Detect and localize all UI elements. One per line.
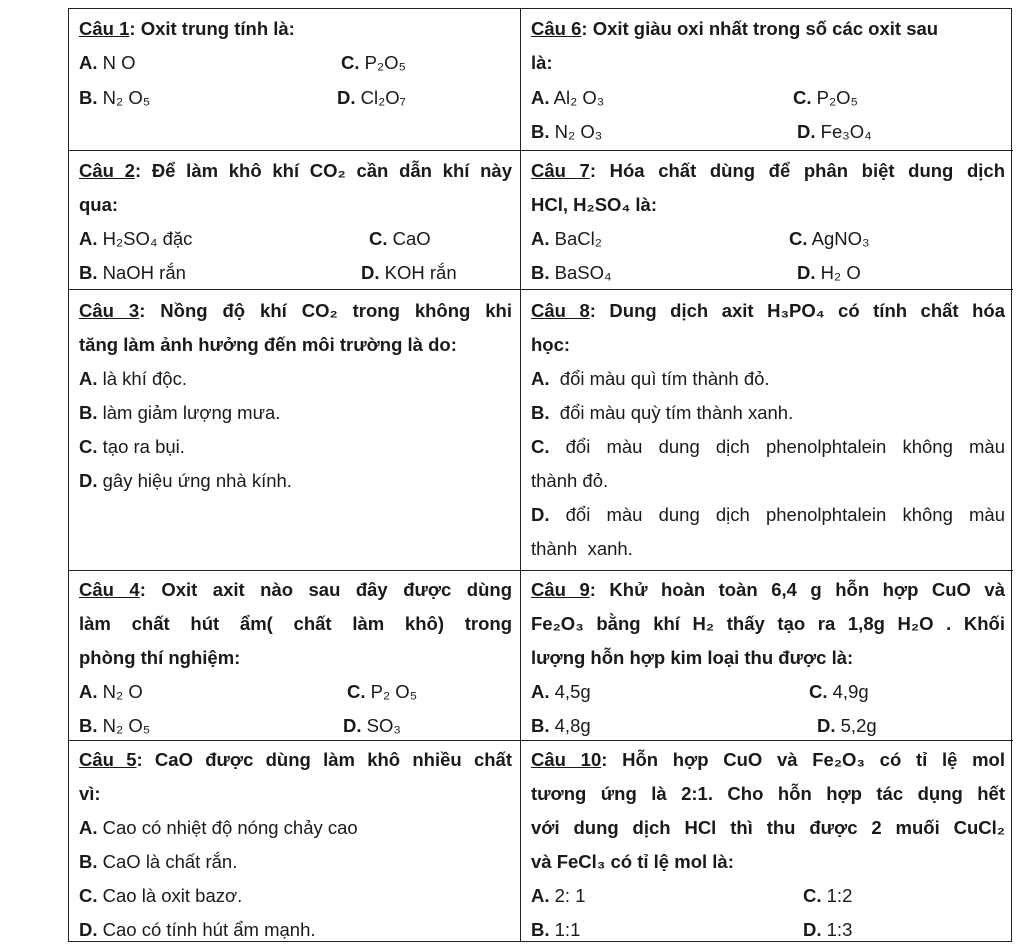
option-text: tạo ra bụi. [97,436,185,457]
option-text: AgNO₃ [807,228,870,249]
question-3-stem-line-1 [79,294,512,328]
question-3-option-d[interactable] [79,464,512,498]
option-key: B. [79,262,98,283]
option-text: BaSO₄ [549,262,612,283]
option-key: C. [341,52,360,73]
question-8-cell [521,290,1013,571]
question-3-label: Câu 3 [79,300,140,321]
question-4-text: : Oxit axit nào sau đây được dùng [139,579,512,600]
option-key: C. [369,228,388,249]
question-10-cell [521,741,1013,941]
question-9-cell [521,571,1013,741]
question-8-text: : Dung dịch axit H₃PO₄ có tính chất hóa [589,300,1005,321]
option-key: A. [79,368,98,389]
option-key: B. [531,715,550,736]
option-key: D. [343,715,362,736]
question-10-option-d[interactable] [803,913,852,947]
option-text: BaCl₂ [549,228,602,249]
option-text: Fe₃O₄ [815,121,872,142]
option-key: B. [531,121,550,142]
option-text: Cl₂O₇ [355,87,407,108]
option-text: đổi màu dung dịch phenolphtalein không màu [549,504,1005,525]
question-7-options-row-2 [531,256,1005,290]
option-key: A. [531,368,550,389]
question-10-options-row-1 [531,879,1005,913]
option-key: D. [817,715,836,736]
question-9-options-row-2 [531,709,1005,743]
question-2-options-row-2 [79,256,512,290]
option-text: P₂ O₅ [365,681,418,702]
option-text: SO₃ [361,715,401,736]
option-key: B. [531,919,550,940]
question-10-option-b[interactable] [531,913,580,947]
option-key: D. [797,262,816,283]
question-8-stem-line-1 [531,294,1005,328]
question-6-stem-line-1 [531,12,1005,46]
question-6-stem-line-2: là: [531,52,553,73]
question-1-option-a[interactable] [79,46,136,80]
question-7-label: Câu 7 [531,160,590,181]
question-7-option-d[interactable] [797,256,861,290]
option-text: đổi màu dung dịch phenolphtalein không màu [549,436,1005,457]
option-text: đổi màu quì tím thành đỏ. [549,368,770,389]
option-text: 5,2g [835,715,877,736]
option-text: 1:2 [821,885,853,906]
option-key: C. [793,87,812,108]
question-4-option-b[interactable] [79,709,150,743]
question-2-option-b[interactable] [79,256,186,290]
option-text: 2: 1 [549,885,586,906]
option-key: B. [79,402,98,423]
question-5-option-d[interactable] [79,913,512,947]
question-2-text: : Để làm khô khí CO₂ cần dẫn khí này [134,160,512,181]
option-key: D. [803,919,822,940]
question-10-stem-line-4: và FeCl₃ có tỉ lệ mol là: [531,851,734,872]
question-10-option-a[interactable] [531,879,586,913]
option-text: 1:1 [549,919,581,940]
option-text: CaO là chất rắn. [97,851,238,872]
question-1-options-row-1 [79,46,512,80]
option-text: 4,9g [827,681,869,702]
question-5-label: Câu 5 [79,749,137,770]
option-text: H₂SO₄ đặc [97,228,193,249]
question-7-option-b[interactable] [531,256,612,290]
option-text: Cao có tính hút ẩm mạnh. [97,919,316,940]
option-text: 4,8g [549,715,591,736]
option-key: A. [79,228,98,249]
option-text: gây hiệu ứng nhà kính. [97,470,292,491]
question-3-option-a[interactable] [79,362,512,396]
question-9-stem-line-3: lượng hỗn hợp kim loại thu được là: [531,647,854,668]
option-key: A. [531,228,550,249]
question-9-text: : Khử hoàn toàn 6,4 g hỗn hợp CuO và [589,579,1005,600]
option-text: N O [97,52,136,73]
option-text: N₂ O₅ [97,87,151,108]
question-4-options-row-2 [79,709,512,743]
option-key: C. [803,885,822,906]
question-7-option-a[interactable] [531,222,602,256]
option-key: A. [531,885,550,906]
option-key: D. [337,87,356,108]
question-7-text: : Hóa chất dùng để phân biệt dung dịch [589,160,1005,181]
option-text: KOH rắn [379,262,457,283]
question-4-stem-line-2: làm chất hút ẩm( chất làm khô) trong [79,613,512,634]
question-8-label: Câu 8 [531,300,590,321]
option-key: D. [361,262,380,283]
question-8-option-d-continued: thành xanh. [531,538,633,559]
option-key: B. [531,402,550,423]
question-10-options-row-2 [531,913,1005,947]
question-6-option-b[interactable] [531,115,602,149]
option-key: A. [79,817,98,838]
question-9-option-b[interactable] [531,709,591,743]
option-key: C. [79,885,98,906]
question-6-option-a[interactable] [531,81,604,115]
option-text: đổi màu quỳ tím thành xanh. [549,402,794,423]
option-key: C. [347,681,366,702]
question-5-option-b[interactable] [79,845,512,879]
question-7-stem-line-1 [531,154,1005,188]
question-10-stem-line-3: với dung dịch HCl thì thu được 2 muối CuCl₂ [531,817,1005,838]
question-9-option-d[interactable] [817,709,877,743]
option-key: D. [531,504,550,525]
option-text: P₂O₅ [359,52,407,73]
question-2-options-row-1 [79,222,512,256]
option-text: NaOH rắn [97,262,186,283]
question-5-stem-line-1 [79,743,512,777]
option-text: là khí độc. [97,368,187,389]
option-key: A. [531,87,550,108]
question-4-option-a[interactable] [79,675,143,709]
question-5-option-a[interactable] [79,811,512,845]
question-4-stem-line-3: phòng thí nghiệm: [79,647,241,668]
question-7-options-row-1 [531,222,1005,256]
option-key: D. [79,919,98,940]
question-10-option-c[interactable] [803,879,852,913]
question-4-cell [69,571,521,741]
option-key: C. [79,436,98,457]
question-4-label: Câu 4 [79,579,140,600]
option-text: N₂ O₃ [549,121,603,142]
option-text: H₂ O [815,262,861,283]
question-4-option-c[interactable] [347,675,417,709]
question-6-label: Câu 6 [531,18,582,39]
question-7-stem-line-2: HCl, H₂SO₄ là: [531,194,657,215]
question-7-cell [521,151,1013,290]
option-key: B. [79,87,98,108]
option-key: D. [79,470,98,491]
question-9-options-row-1 [531,675,1005,709]
option-text: P₂O₅ [811,87,859,108]
question-8-option-d[interactable] [531,498,1005,532]
option-key: C. [809,681,828,702]
question-1-text: : Oxit trung tính là: [129,18,295,39]
option-key: A. [79,52,98,73]
quiz-table [68,8,1012,942]
question-9-label: Câu 9 [531,579,590,600]
question-1-option-c[interactable] [341,46,406,80]
question-4-stem-line-1 [79,573,512,607]
question-10-stem-line-2: tương ứng là 2:1. Cho hỗn hợp tác dụng hết [531,783,1005,804]
option-text: Cao là oxit bazơ. [97,885,243,906]
option-key: C. [531,436,550,457]
question-10-label: Câu 10 [531,749,602,770]
question-2-stem-line-2: qua: [79,194,119,215]
question-7-option-c[interactable] [789,222,870,256]
question-3-stem-line-2: tăng làm ảnh hưởng đến môi trường là do: [79,334,457,355]
question-1-cell [69,9,521,151]
question-5-stem-line-2: vì: [79,783,101,804]
option-text: 1:3 [821,919,853,940]
option-text: N₂ O₅ [97,715,151,736]
question-6-options-row-1 [531,81,1005,115]
question-5-option-c[interactable] [79,879,512,913]
question-3-option-c[interactable] [79,430,512,464]
question-5-cell [69,741,521,941]
question-2-option-a[interactable] [79,222,192,256]
question-9-stem-line-2: Fe₂O₃ bằng khí H₂ thấy tạo ra 1,8g H₂O . Khối [531,613,1005,634]
option-key: A. [531,681,550,702]
option-key: A. [79,681,98,702]
option-text: làm giảm lượng mưa. [97,402,281,423]
question-6-text: : Oxit giàu oxi nhất trong số các oxit sau [581,18,939,39]
option-key: B. [531,262,550,283]
question-8-stem-line-2: học: [531,334,571,355]
option-key: B. [79,715,98,736]
option-key: D. [797,121,816,142]
option-text: 4,5g [549,681,591,702]
question-2-stem-line-1 [79,154,512,188]
question-9-option-c[interactable] [809,675,869,709]
option-key: C. [789,228,808,249]
question-8-option-b[interactable] [531,396,1005,430]
question-9-option-a[interactable] [531,675,591,709]
question-1-stem [79,12,512,46]
question-6-option-c[interactable] [793,81,858,115]
question-4-options-row-1 [79,675,512,709]
question-3-cell [69,290,521,571]
question-2-label: Câu 2 [79,160,135,181]
option-text: CaO [387,228,431,249]
option-key: B. [79,851,98,872]
question-8-option-c[interactable] [531,430,1005,464]
question-10-text: : Hỗn hợp CuO và Fe₂O₃ có tỉ lệ mol [601,749,1005,770]
option-text: Al₂ O₃ [549,87,605,108]
question-2-option-c[interactable] [369,222,431,256]
question-6-options-row-2 [531,115,1005,149]
question-9-stem-line-1 [531,573,1005,607]
question-6-cell [521,9,1013,151]
question-1-option-b[interactable] [79,81,150,115]
option-text: N₂ O [97,681,143,702]
question-4-option-d[interactable] [343,709,401,743]
question-1-label: Câu 1 [79,18,130,39]
question-5-text: : CaO được dùng làm khô nhiều chất [136,749,512,770]
question-6-option-d[interactable] [797,115,872,149]
question-10-stem-line-1 [531,743,1005,777]
question-1-options-row-2 [79,81,512,115]
question-2-option-d[interactable] [361,256,457,290]
question-3-text: : Nồng độ khí CO₂ trong không khi [139,300,512,321]
question-8-option-a[interactable] [531,362,1005,396]
question-1-option-d[interactable] [337,81,406,115]
option-text: Cao có nhiệt độ nóng chảy cao [97,817,358,838]
question-2-cell [69,151,521,290]
question-8-option-c-continued: thành đỏ. [531,470,609,491]
question-3-option-b[interactable] [79,396,512,430]
